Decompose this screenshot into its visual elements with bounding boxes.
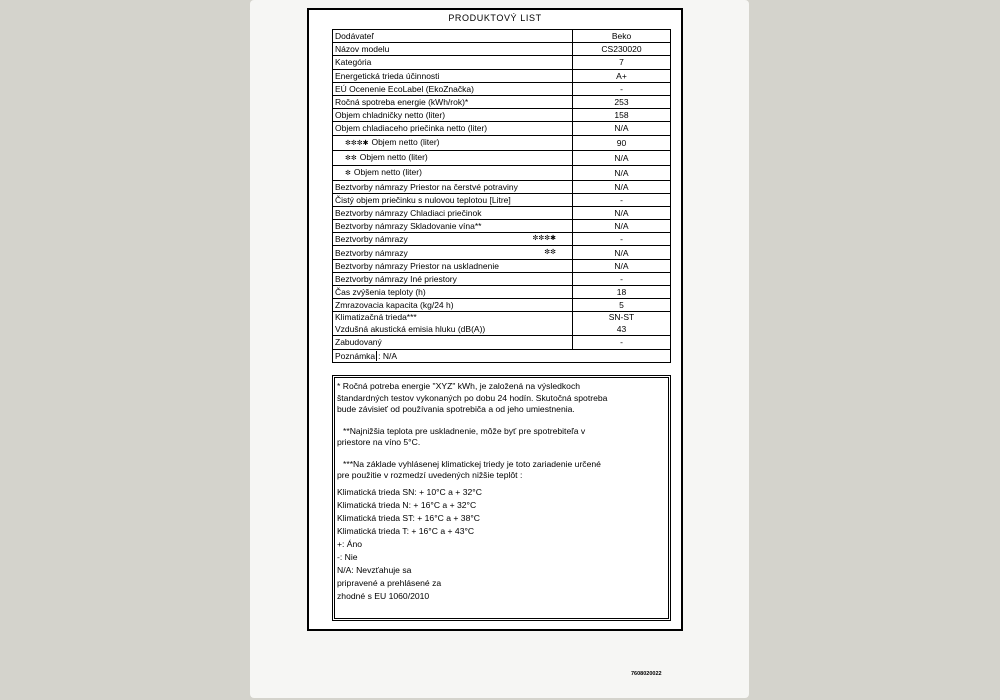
row-value: N/A <box>573 150 671 165</box>
table-row <box>333 193 671 206</box>
row-label-text: Beztvorby námrazy Priestor na čerstvé potraviny <box>335 181 518 192</box>
row-value: - <box>573 233 671 246</box>
row-label <box>333 272 573 285</box>
row-value: Beko <box>573 30 671 43</box>
built-in-label: Zabudovaný <box>333 336 573 349</box>
row-label-text: Energetická trieda účinnosti <box>335 70 440 81</box>
table-row <box>333 220 671 233</box>
row-label <box>333 193 573 206</box>
row-label <box>333 246 573 259</box>
freezer-star-icon: ✼✼✼✱ <box>345 139 369 147</box>
row-label <box>333 180 573 193</box>
row-label <box>333 220 573 233</box>
table-row <box>333 30 671 43</box>
row-value: N/A <box>573 206 671 219</box>
freezer-star-icon: ✼✼ <box>544 248 556 256</box>
row-label-text: Dodávateľ <box>335 31 374 42</box>
row-label <box>333 95 573 108</box>
row-value: N/A <box>573 259 671 272</box>
row-value: - <box>573 82 671 95</box>
table-row <box>333 135 671 150</box>
footnote-energy: * Ročná potreba energie "XYZ" kWh, je založená na výsledkoch štandardných testov vykonaných po dobu 24 hodín. Skutočná spotreba bude závisieť od používania spotrebiča a od jeho umiestnenia. <box>337 381 608 414</box>
row-value: N/A <box>573 122 671 135</box>
freezer-star-icon: ✼✼ <box>345 154 357 162</box>
row-label-text: Beztvorby námrazy <box>335 234 408 245</box>
climate-classes-list: Klimatická trieda SN: + 10°C a + 32°C Klimatická trieda N: + 16°C a + 32°C Klimatická trieda ST: + 16°C a + 38°C Klimatická trieda T: + 16°C a + 43°C +: Áno -: Nie N/A: Nevzťahuje sa pripravené a prehlásené za zhodné s EU 1060/2010 <box>337 486 482 601</box>
row-label-text: Objem chladiaceho priečinka netto (liter) <box>335 123 488 134</box>
row-label <box>333 259 573 272</box>
row-label-text: Ročná spotreba energie (kWh/rok)* <box>335 97 469 108</box>
row-value: N/A <box>573 165 671 180</box>
row-label <box>333 165 573 180</box>
row-label <box>333 233 573 246</box>
row-label-text: Beztvorby námrazy <box>335 247 408 258</box>
table-row <box>333 43 671 56</box>
row-label <box>333 43 573 56</box>
table-row <box>333 69 671 82</box>
row-label <box>333 135 573 150</box>
table-row-climate <box>333 312 671 336</box>
sheet-title: PRODUKTOVÝ LIST <box>448 13 542 23</box>
row-label-text: Zmrazovacia kapacita (kg/24 h) <box>335 300 454 311</box>
table-row-built-in <box>333 336 671 349</box>
table-row <box>333 109 671 122</box>
spec-table <box>332 29 671 363</box>
row-label <box>333 122 573 135</box>
table-row <box>333 180 671 193</box>
row-value: N/A <box>573 246 671 259</box>
climate-class-label: Klimatizačná trieda*** <box>335 312 417 323</box>
table-row <box>333 233 671 246</box>
row-label-text: Beztvorby námrazy Skladovanie vína** <box>335 221 482 232</box>
row-label <box>333 286 573 299</box>
product-sheet-frame <box>307 8 683 631</box>
row-label-text: Objem chladničky netto (liter) <box>335 110 446 121</box>
row-label-text: Objem netto (liter) <box>359 151 428 162</box>
row-label-text: EÚ Ocenenie EcoLabel (EkoZnačka) <box>335 83 474 94</box>
footnote-climate: ***Na základe vyhlásenej klimatickej triedy je toto zariadenie určené pre použitie v rozmedzí uvedených nižšie teplôt : <box>337 458 601 480</box>
table-row <box>333 56 671 69</box>
row-label <box>333 109 573 122</box>
document-code: 7608020022 <box>631 671 662 677</box>
row-value: 90 <box>573 135 671 150</box>
table-row <box>333 95 671 108</box>
table-row <box>333 206 671 219</box>
row-value: - <box>573 272 671 285</box>
freezer-star-icon: ✼✼✼✱ <box>532 235 556 243</box>
note-value: : N/A <box>378 350 398 361</box>
table-row-note <box>333 349 671 362</box>
row-value: - <box>573 193 671 206</box>
row-label <box>333 150 573 165</box>
row-label-text: Objem netto (liter) <box>353 166 422 177</box>
noise-label: Vzdušná akustická emisia hluku (dB(A)) <box>335 323 486 334</box>
row-label-text: Čas zvýšenia teploty (h) <box>335 287 426 298</box>
row-label-text: Beztvorby námrazy Priestor na uskladnenie <box>335 260 499 271</box>
table-row <box>333 259 671 272</box>
row-value: N/A <box>573 180 671 193</box>
row-label <box>333 82 573 95</box>
table-row <box>333 122 671 135</box>
row-value: 5 <box>573 299 671 312</box>
table-row <box>333 272 671 285</box>
row-value: 7 <box>573 56 671 69</box>
note-label: Poznámka <box>335 350 376 361</box>
row-label <box>333 30 573 43</box>
row-label-text: Beztvorby námrazy Chladiaci priečinok <box>335 207 482 218</box>
table-row <box>333 165 671 180</box>
row-value: CS230020 <box>573 43 671 56</box>
table-row <box>333 150 671 165</box>
freezer-star-icon: ✼ <box>345 169 351 177</box>
row-label <box>333 56 573 69</box>
row-value: 253 <box>573 95 671 108</box>
table-row <box>333 299 671 312</box>
document-page <box>250 0 749 698</box>
row-value: 18 <box>573 286 671 299</box>
row-label-text: Objem netto (liter) <box>371 136 440 147</box>
row-label-text: Beztvorby námrazy Iné priestory <box>335 273 457 284</box>
row-value: A+ <box>573 69 671 82</box>
row-label <box>333 69 573 82</box>
row-label-text: Kategória <box>335 57 372 68</box>
noise-value: 43 <box>616 323 627 334</box>
footnote-wine: **Najnižšia teplota pre uskladnenie, môže byť pre spotrebiteľa v priestore na víno 5°C. <box>337 425 586 447</box>
row-value: 158 <box>573 109 671 122</box>
built-in-value: - <box>573 336 671 349</box>
row-label <box>333 299 573 312</box>
row-label-text: Čistý objem priečinku s nulovou teplotou [Litre] <box>335 194 511 205</box>
table-row <box>333 286 671 299</box>
footnotes-box <box>332 375 671 621</box>
table-row <box>333 82 671 95</box>
table-row <box>333 246 671 259</box>
climate-class-value: SN-ST <box>608 312 635 323</box>
row-value: N/A <box>573 220 671 233</box>
row-label <box>333 206 573 219</box>
row-label-text: Názov modelu <box>335 44 390 55</box>
